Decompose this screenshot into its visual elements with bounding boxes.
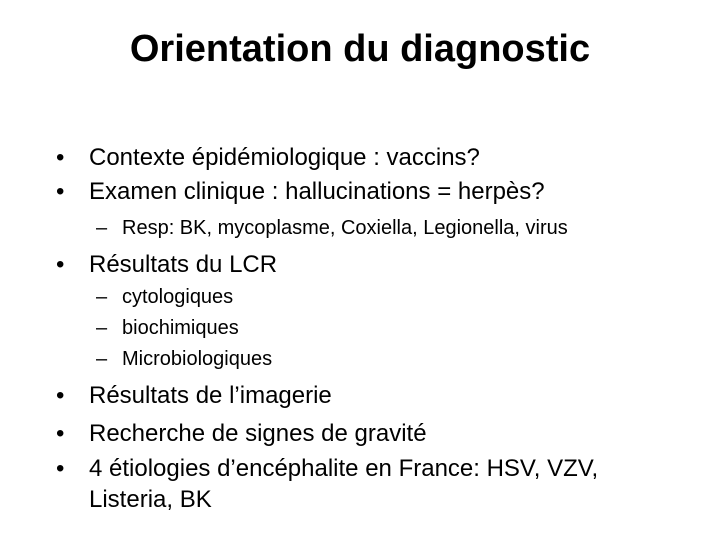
bullet-marker: • (56, 382, 65, 409)
sub-bullet-marker: – (96, 286, 108, 308)
bullet-marker: • (56, 455, 65, 482)
bullet-lcr: Résultats du LCR (89, 251, 278, 278)
sub-bullet-biochimiques: biochimiques (122, 317, 239, 339)
sub-bullet-resp: Resp: BK, mycoplasme, Coxiella, Legionella, virus (122, 217, 568, 239)
sub-bullet-cytologiques: cytologiques (122, 286, 234, 308)
sub-bullet-microbiologiques: Microbiologiques (122, 348, 273, 370)
bullet-marker: • (56, 420, 65, 447)
bullet-gravite: Recherche de signes de gravité (89, 420, 427, 447)
bullet-marker: • (56, 144, 65, 171)
bullet-examen: Examen clinique : hallucinations = herpès? (89, 178, 545, 205)
bullet-contexte: Contexte épidémiologique : vaccins? (89, 144, 480, 171)
bullet-etiologies: 4 étiologies d’encéphalite en France: HSV, VZV, (89, 455, 599, 482)
bullet-etiologies-continuation: Listeria, BK (89, 486, 212, 513)
bullet-imagerie: Résultats de l’imagerie (89, 382, 332, 409)
bullet-marker: • (56, 178, 65, 205)
sub-bullet-marker: – (96, 217, 108, 239)
slide-title: Orientation du diagnostic (129, 28, 591, 70)
bullet-marker: • (56, 251, 65, 278)
sub-bullet-marker: – (96, 317, 108, 339)
sub-bullet-marker: – (96, 348, 108, 370)
